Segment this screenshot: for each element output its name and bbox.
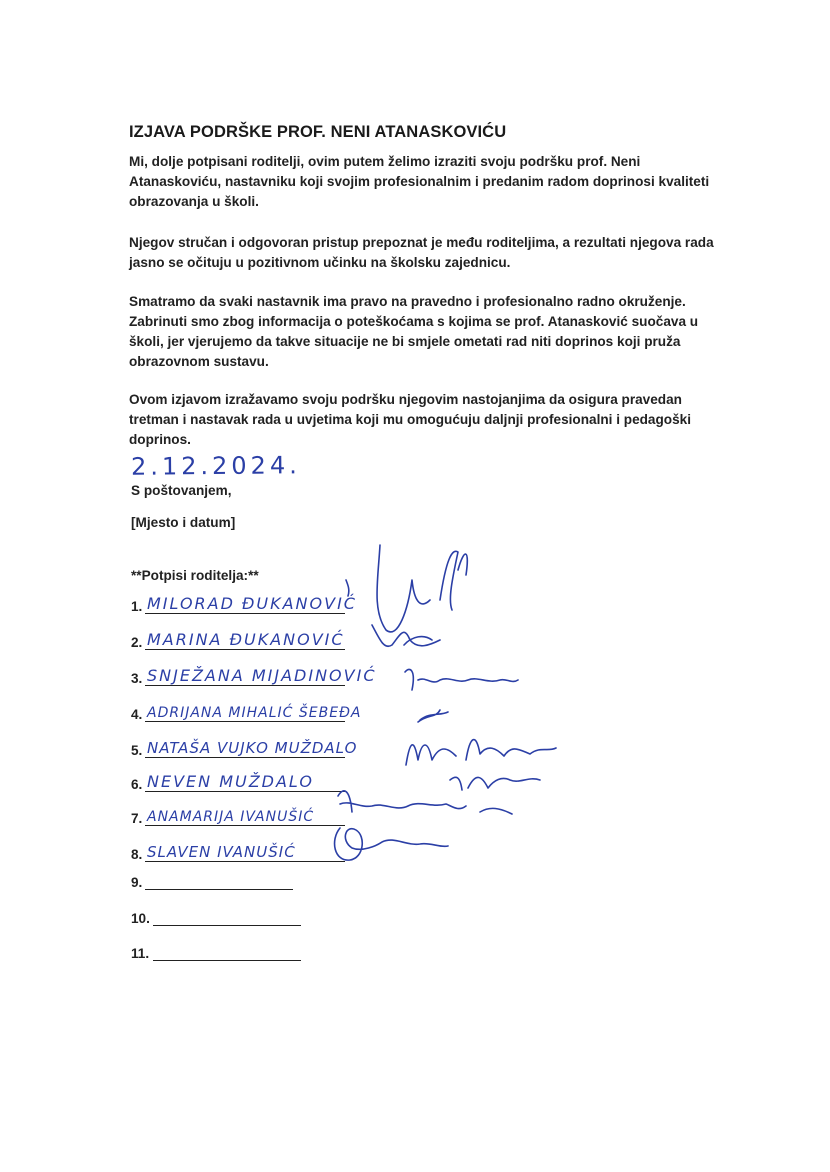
signature-line — [145, 685, 345, 686]
row-number: 11. — [131, 946, 150, 961]
signature-line — [145, 861, 345, 862]
signature-row-10 — [131, 902, 431, 928]
handwritten-name: MILORAD ĐUKANOVIĆ — [147, 594, 357, 613]
closing-text: S poštovanjem, — [131, 483, 232, 498]
handwritten-name: ADRIJANA MIHALIĆ ŠEBEĐA — [147, 705, 362, 721]
place-date-placeholder: [Mjesto i datum] — [131, 515, 236, 530]
row-number: 5. — [131, 743, 143, 758]
handwritten-date: 2.12.2024. — [130, 451, 301, 481]
document-title: IZJAVA PODRŠKE PROF. NENI ATANASKOVIĆU — [129, 123, 507, 141]
row-number: 3. — [131, 671, 143, 686]
handwritten-name: MARINA ĐUKANOVIĆ — [147, 630, 345, 649]
row-number: 9. — [131, 875, 143, 890]
row-number: 6. — [131, 777, 143, 792]
handwritten-name: SNJEŽANA MIJADINOVIĆ — [147, 666, 377, 685]
signature-row-1 — [131, 590, 431, 616]
row-number: 10. — [131, 911, 150, 926]
handwritten-name: NATAŠA VUJKO MUŽDALO — [147, 739, 358, 757]
signature-line — [145, 649, 345, 650]
row-number: 7. — [131, 811, 143, 826]
row-number: 2. — [131, 635, 143, 650]
signature-row-5 — [131, 734, 431, 760]
signatures-header: **Potpisi roditelja:** — [131, 568, 259, 583]
signature-row-2 — [131, 626, 431, 652]
signature-1-scribble — [346, 545, 467, 632]
signature-row-8 — [131, 838, 431, 864]
signature-line — [153, 925, 301, 926]
row-number: 1. — [131, 599, 143, 614]
handwritten-name: SLAVEN IVANUŠIĆ — [147, 843, 296, 861]
signature-line — [145, 613, 345, 614]
signature-line — [145, 757, 345, 758]
signature-line — [153, 960, 301, 961]
signature-line — [145, 721, 345, 722]
handwritten-name: ANAMARIJA IVANUŠIĆ — [147, 809, 315, 825]
signature-row-6 — [131, 768, 431, 794]
paragraph-intro: Mi, dolje potpisani roditelji, ovim putem želimo izraziti svoju podršku prof. Neni Atanaskoviću, nastavniku koji svojim profesionalnim i predanim radom doprinosi kvaliteti obrazovanja u školi. — [129, 154, 710, 209]
signature-line — [145, 825, 345, 826]
handwritten-name: NEVEN MUŽDALO — [147, 772, 314, 791]
row-number: 4. — [131, 707, 143, 722]
paragraph-concern: Smatramo da svaki nastavnik ima pravo na pravedno i profesionalno radno okruženje. Zabrinuti smo zbog informacija o poteškoćama s kojima se prof. Atanasković suočava u školi, jer vjerujemo da takve situacije ne bi smjele ometati rad niti doprinos koji pruža obrazovnom sustavu. — [129, 294, 699, 369]
signature-row-11 — [131, 937, 431, 963]
signature-6-scribble — [450, 777, 540, 790]
signature-row-4 — [131, 698, 431, 724]
signature-line — [145, 889, 293, 890]
paragraph-support: Ovom izjavom izražavamo svoju podršku njegovim nastojanjima da osigura pravedan tretman i nastavak rada u uvjetima koji mu omogućuju daljnji profesionalni i pedagoški doprinos. — [129, 392, 691, 447]
signature-row-9 — [131, 866, 431, 892]
paragraph-approach: Njegov stručan i odgovoran pristup prepoznat je među roditeljima, a rezultati njegova rada jasno se očituju u pozitivnom učinku na školsku zajednicu. — [129, 235, 714, 270]
signature-line — [145, 791, 345, 792]
signature-row-3 — [131, 662, 431, 688]
row-number: 8. — [131, 847, 143, 862]
signature-row-7 — [131, 802, 431, 828]
